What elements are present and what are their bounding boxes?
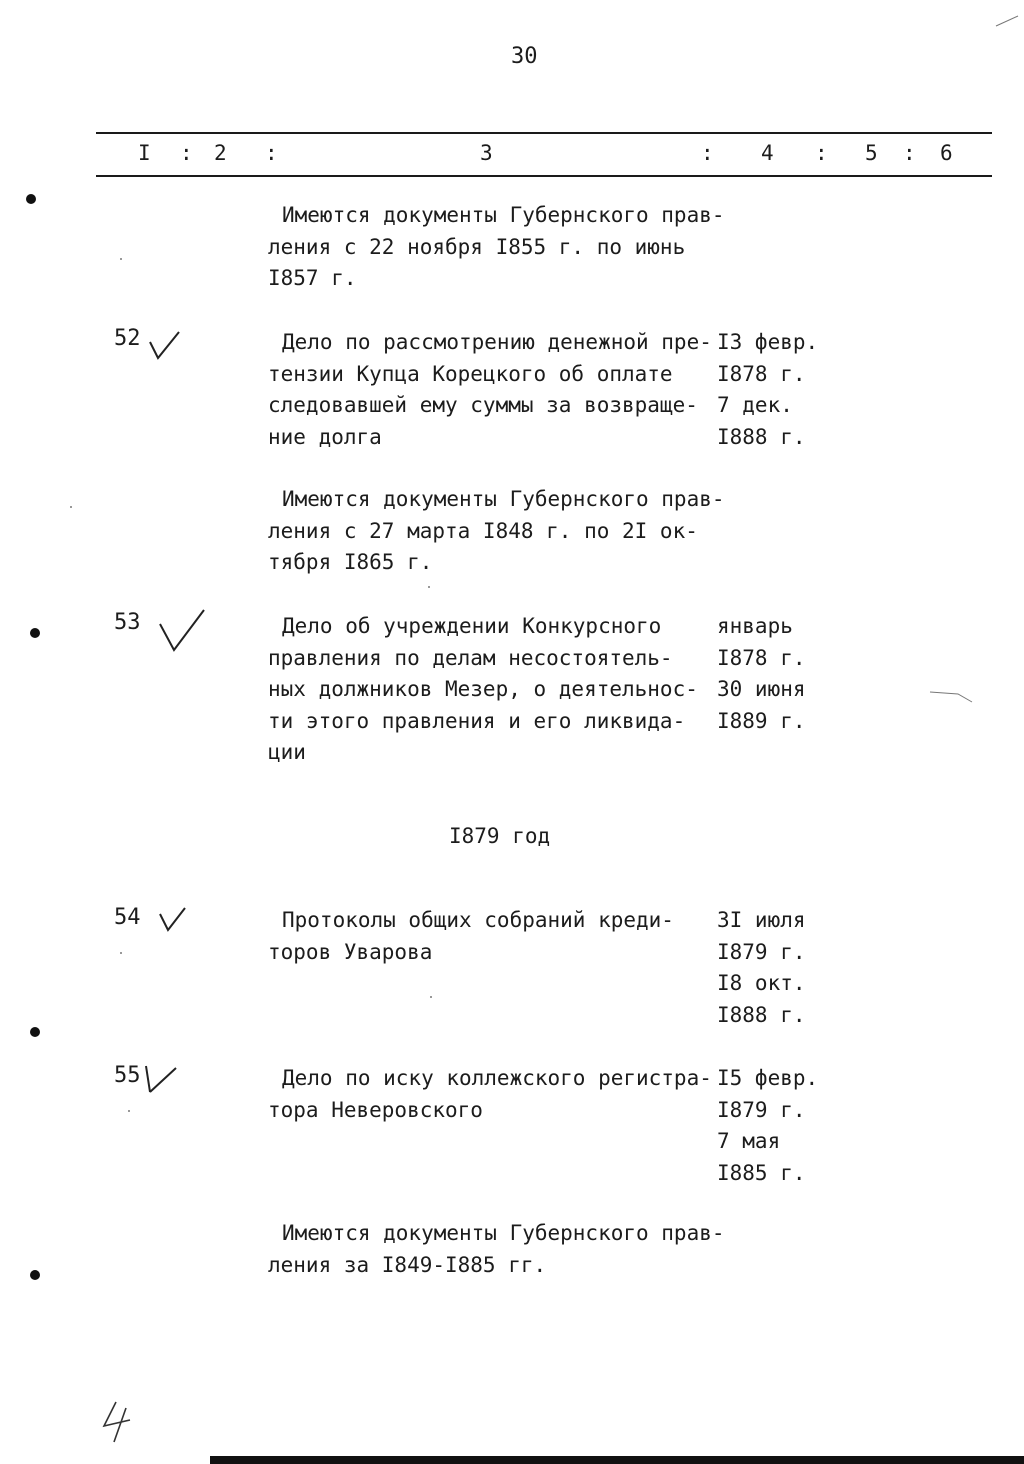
scan-speck: [428, 586, 430, 588]
date-line: 30 июня: [717, 677, 806, 701]
header-bottom-rule: [96, 175, 992, 177]
col-header-1: I: [138, 141, 151, 165]
col-header-3: 3: [480, 141, 493, 165]
item-dates: [717, 611, 806, 737]
date-line: I879 г.: [717, 939, 806, 964]
date-line: 7 мая: [717, 1129, 781, 1153]
header-top-rule: [96, 132, 992, 134]
item-line: Протоколы общих собраний креди-: [282, 908, 674, 932]
date-line: I878 г.: [717, 361, 806, 386]
date-line: I5 февр.: [717, 1066, 819, 1090]
col-header-sep: :: [265, 141, 278, 165]
date-line: I889 г.: [717, 708, 806, 733]
checkmark-icon: [144, 1062, 180, 1096]
item-line: Дело по рассмотрению денежной пре-: [282, 330, 712, 354]
item-line: ных должников Мезер, о деятельнос-: [268, 677, 698, 701]
item-line: ции: [268, 740, 306, 764]
item-number: 55: [114, 1063, 141, 1088]
col-header-sep: :: [180, 141, 193, 165]
item-number: 53: [114, 610, 141, 635]
punch-hole: [30, 1270, 40, 1280]
note-line: Имеются документы Губернского прав-: [282, 203, 725, 227]
item-line: Дело об учреждении Конкурсного: [282, 614, 662, 638]
date-line: I885 г.: [717, 1160, 806, 1185]
item-description: [268, 327, 712, 453]
handwritten-sheet-number: [100, 1400, 140, 1444]
scan-speck: [70, 506, 72, 508]
note-paragraph: [268, 200, 725, 295]
checkmark-icon: [148, 330, 182, 362]
punch-hole: [30, 1027, 40, 1037]
item-line: тора Неверовского: [268, 1097, 483, 1122]
note-line: Имеются документы Губернского прав-: [282, 1221, 725, 1245]
date-line: 7 дек.: [717, 393, 793, 417]
item-line: правления по делам несостоятель-: [268, 645, 673, 670]
item-number: 54: [114, 905, 141, 930]
scan-speck: [120, 952, 122, 954]
punch-hole: [30, 628, 40, 638]
date-line: I888 г.: [717, 424, 806, 449]
item-description: [268, 611, 698, 769]
date-line: январь: [717, 614, 793, 638]
punch-hole: [26, 194, 36, 204]
date-line: I879 г.: [717, 1097, 806, 1122]
date-line: I888 г.: [717, 1002, 806, 1027]
scan-speck: [430, 996, 432, 998]
item-line: ние долга: [268, 424, 382, 449]
note-line: тября I865 г.: [268, 550, 433, 574]
date-line: I878 г.: [717, 645, 806, 670]
checkmark-icon: [158, 606, 208, 654]
col-header-4: 4: [761, 141, 774, 165]
col-header-sep: :: [903, 141, 916, 165]
col-header-2: 2: [214, 141, 227, 165]
item-line: торов Уварова: [268, 939, 433, 964]
item-line: следовавшей ему суммы за возвраще-: [268, 393, 698, 417]
item-dates: [717, 327, 818, 453]
note-paragraph: [268, 1218, 725, 1281]
item-dates: [717, 905, 806, 1031]
col-header-sep: :: [815, 141, 828, 165]
page-number: 30: [511, 44, 538, 69]
note-line: I857 г.: [268, 266, 357, 290]
col-header-6: 6: [940, 141, 953, 165]
scan-bottom-edge: [210, 1456, 1024, 1464]
note-line: Имеются документы Губернского прав-: [282, 487, 725, 511]
item-line: ти этого правления и его ликвида-: [268, 708, 686, 733]
note-line: ления с 27 марта I848 г. по 2I ок-: [268, 518, 698, 543]
note-line: ления с 22 ноября I855 г. по июнь: [268, 234, 686, 259]
scan-mark: [994, 14, 1020, 28]
scan-speck: [120, 258, 122, 260]
note-paragraph: [268, 484, 725, 579]
note-line: ления за I849-I885 гг.: [268, 1252, 547, 1277]
col-header-sep: :: [701, 141, 714, 165]
item-line: Дело по иску коллежского регистра-: [282, 1066, 712, 1090]
item-description: [268, 905, 674, 968]
year-heading: I879 год: [449, 824, 551, 848]
col-header-5: 5: [865, 141, 878, 165]
item-dates: [717, 1063, 818, 1189]
item-description: [268, 1063, 712, 1126]
item-line: тензии Купца Корецкого об оплате: [268, 361, 673, 386]
date-line: I3 февр.: [717, 330, 819, 354]
date-line: I8 окт.: [717, 971, 806, 995]
item-number: 52: [114, 326, 141, 351]
scan-speck: [128, 1110, 130, 1112]
checkmark-icon: [158, 906, 188, 934]
date-line: 3I июля: [717, 908, 806, 932]
scan-mark: [928, 686, 988, 706]
